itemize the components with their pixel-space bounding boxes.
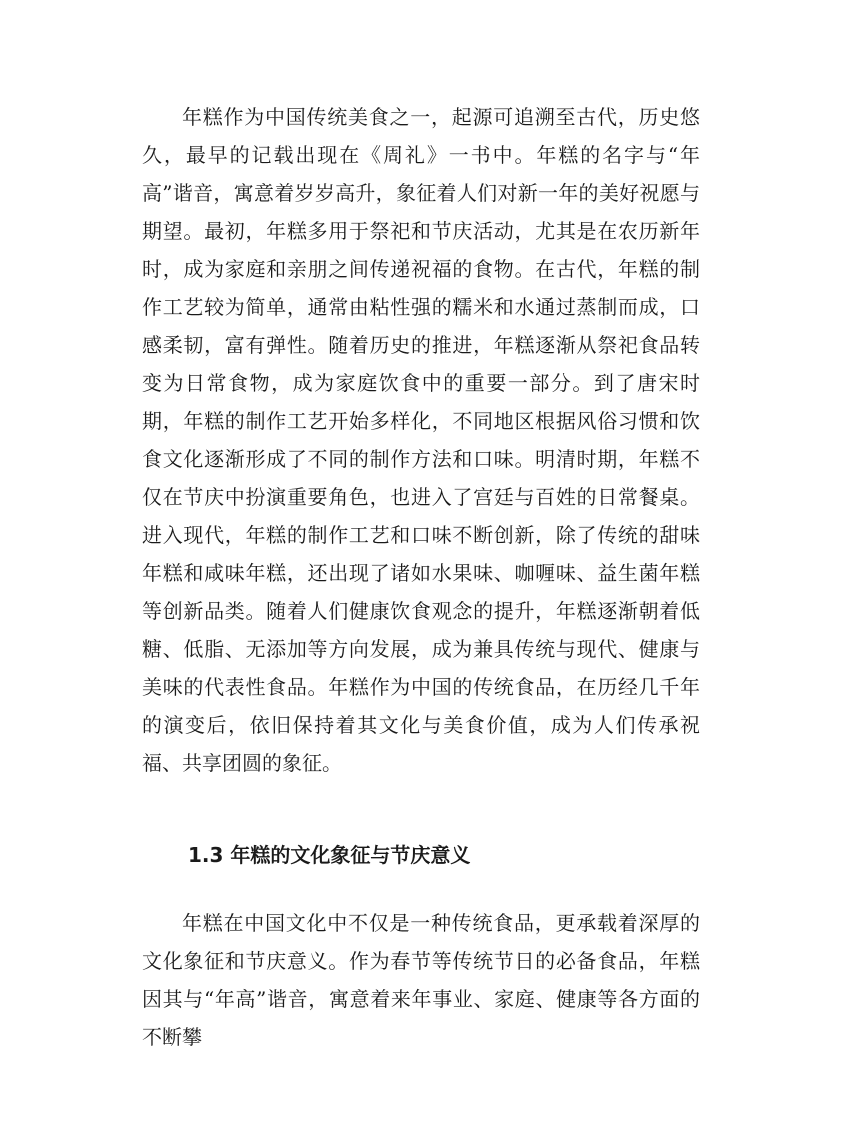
body-paragraph-culture: 年糕在中国文化中不仅是一种传统食品，更承载着深厚的文化象征和节庆意义。作为春节等传统节日的必备食品，年糕因其与“年高”谐音，寓意着来年事业、家庭、健康等各方面的不断攀 <box>142 911 700 1049</box>
body-paragraph-history: 年糕作为中国传统美食之一，起源可追溯至古代，历史悠久，最早的记载出现在《周礼》一书中。年糕的名字与“年高”谐音，寓意着岁岁高升，象征着人们对新一年的美好祝愿与期望。最初，年糕多用于祭祀和节庆活动，尤其是在农历新年时，成为家庭和亲朋之间传递祝福的食物。在古代，年糕的制作工艺较为简单，通常由粘性强的糯米和水通过蒸制而成，口感柔韧，富有弹性。随着历史的推进，年糕逐渐从祭祀食品转变为日常食物，成为家庭饮食中的重要一部分。到了唐宋时期，年糕的制作工艺开始多样化，不同地区根据风俗习惯和饮食文化逐渐形成了不同的制作方法和口味。明清时期，年糕不仅在节庆中扮演重要角色，也进入了宫廷与百姓的日常餐桌。进入现代，年糕的制作工艺和口味不断创新，除了传统的甜味年糕和咸味年糕，还出现了诸如水果味、咖喱味、益生菌年糕等创新品类。随着人们健康饮食观念的提升，年糕逐渐朝着低糖、低脂、无添加等方向发展，成为兼具传统与现代、健康与美味的代表性食品。年糕作为中国的传统食品，在历经几千年的演变后，依旧保持着其文化与美食价值，成为人们传承祝福、共享团圆的象征。 <box>142 105 700 775</box>
section-heading: 1.3 年糕的文化象征与节庆意义 <box>188 843 471 867</box>
